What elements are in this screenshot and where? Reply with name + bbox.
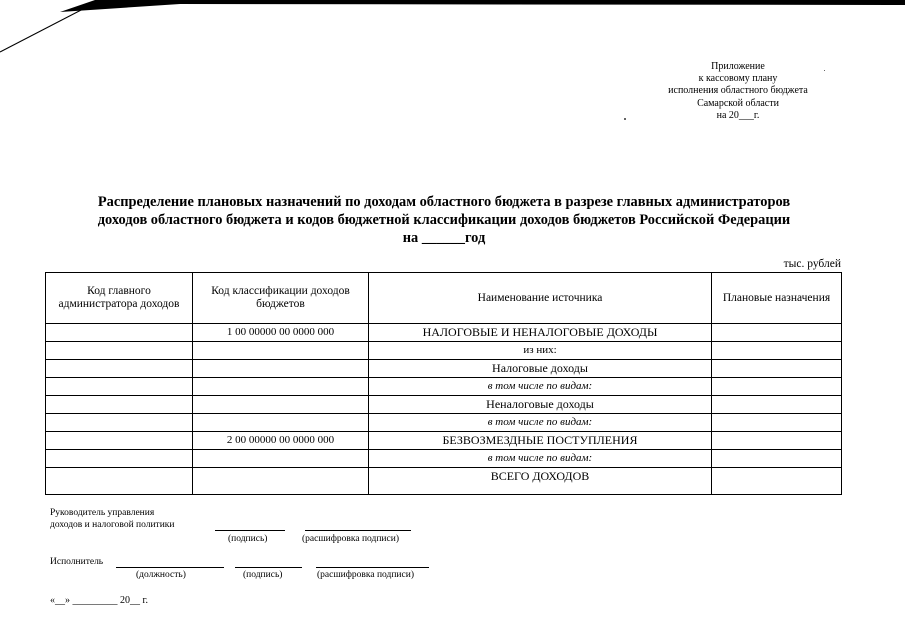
executor-signature-line	[235, 567, 302, 568]
table-row	[46, 324, 842, 342]
head-decode-caption: (расшифровка подписи)	[302, 534, 399, 544]
table-row	[46, 468, 842, 495]
cell-plan	[712, 360, 842, 378]
table-row	[46, 396, 842, 414]
executor-decode-caption: (расшифровка подписи)	[317, 570, 414, 580]
date-line: «__» _________ 20__ г.	[50, 595, 148, 606]
cell-code	[193, 468, 369, 495]
cell-admin	[46, 450, 193, 468]
header-classification-code: Код классификации доходов бюджетов	[193, 273, 369, 324]
table-row	[46, 432, 842, 450]
cell-plan	[712, 324, 842, 342]
head-decode-line	[305, 530, 411, 531]
cell-plan	[712, 468, 842, 495]
head-title-line2: доходов и налоговой политики	[50, 520, 175, 530]
annex-line: Самарской области	[697, 97, 779, 109]
executor-sign-caption: (подпись)	[243, 570, 283, 580]
cell-admin	[46, 396, 193, 414]
cell-admin	[46, 342, 193, 360]
table-row	[46, 378, 842, 396]
cell-name: ВСЕГО ДОХОДОВ	[369, 468, 712, 495]
executor-position-line	[116, 567, 224, 568]
table-header-row	[46, 273, 842, 324]
cell-code	[193, 450, 369, 468]
header-source-name: Наименование источника	[369, 273, 712, 324]
cell-name: БЕЗВОЗМЕЗДНЫЕ ПОСТУПЛЕНИЯ	[369, 432, 712, 450]
budget-table	[45, 272, 842, 495]
table-row	[46, 450, 842, 468]
table-row	[46, 342, 842, 360]
head-signature-line	[215, 530, 285, 531]
cell-plan	[712, 378, 842, 396]
cell-name: в том числе по видам:	[369, 414, 712, 432]
annex-line: к кассовому плану	[698, 73, 778, 85]
cell-admin	[46, 414, 193, 432]
cell-code	[193, 342, 369, 360]
cell-code	[193, 378, 369, 396]
units-label: тыс. рублей	[783, 258, 841, 270]
cell-code	[193, 414, 369, 432]
cell-plan	[712, 414, 842, 432]
cell-admin	[46, 432, 193, 450]
head-sign-caption: (подпись)	[228, 534, 268, 544]
cell-admin	[46, 360, 193, 378]
cell-name: в том числе по видам:	[369, 378, 712, 396]
executor-label: Исполнитель	[50, 557, 104, 567]
cell-admin	[46, 378, 193, 396]
cell-code: 1 00 00000 00 0000 000	[193, 324, 369, 342]
cell-name: из них:	[369, 342, 712, 360]
cell-admin	[46, 324, 193, 342]
annex-line: Приложение	[711, 61, 765, 72]
header-planned: Плановые назначения	[712, 273, 842, 324]
cell-plan	[712, 432, 842, 450]
cell-code: 2 00 00000 00 0000 000	[193, 432, 369, 450]
header-admin-code: Код главного администратора доходов	[46, 273, 193, 324]
annex-line: на 20___г.	[716, 109, 760, 121]
title-line: Распределение плановых назначений по доходам областного бюджета в разрезе главных администраторов	[97, 194, 791, 210]
document-title	[40, 193, 848, 247]
title-line: доходов областного бюджета и кодов бюджетной классификации доходов бюджетов Российской Федерации	[97, 212, 791, 228]
annex-line: исполнения областного бюджета	[668, 85, 808, 97]
cell-plan	[712, 342, 842, 360]
table-row	[46, 414, 842, 432]
executor-decode-line	[316, 567, 429, 568]
title-line: на ______год	[402, 230, 486, 246]
scan-speck	[824, 70, 825, 71]
cell-name: Налоговые доходы	[369, 360, 712, 378]
cell-code	[193, 360, 369, 378]
head-title-line1: Руководитель управления	[50, 508, 155, 518]
cell-admin	[46, 468, 193, 495]
cell-name: НАЛОГОВЫЕ И НЕНАЛОГОВЫЕ ДОХОДЫ	[369, 324, 712, 342]
annex-block	[655, 61, 821, 122]
scan-speck	[624, 118, 626, 120]
cell-code	[193, 396, 369, 414]
cell-plan	[712, 450, 842, 468]
table-row	[46, 360, 842, 378]
cell-plan	[712, 396, 842, 414]
executor-position-caption: (должность)	[136, 570, 186, 580]
scan-edge-shadow	[0, 0, 905, 60]
cell-name: Неналоговые доходы	[369, 396, 712, 414]
cell-name: в том числе по видам:	[369, 450, 712, 468]
